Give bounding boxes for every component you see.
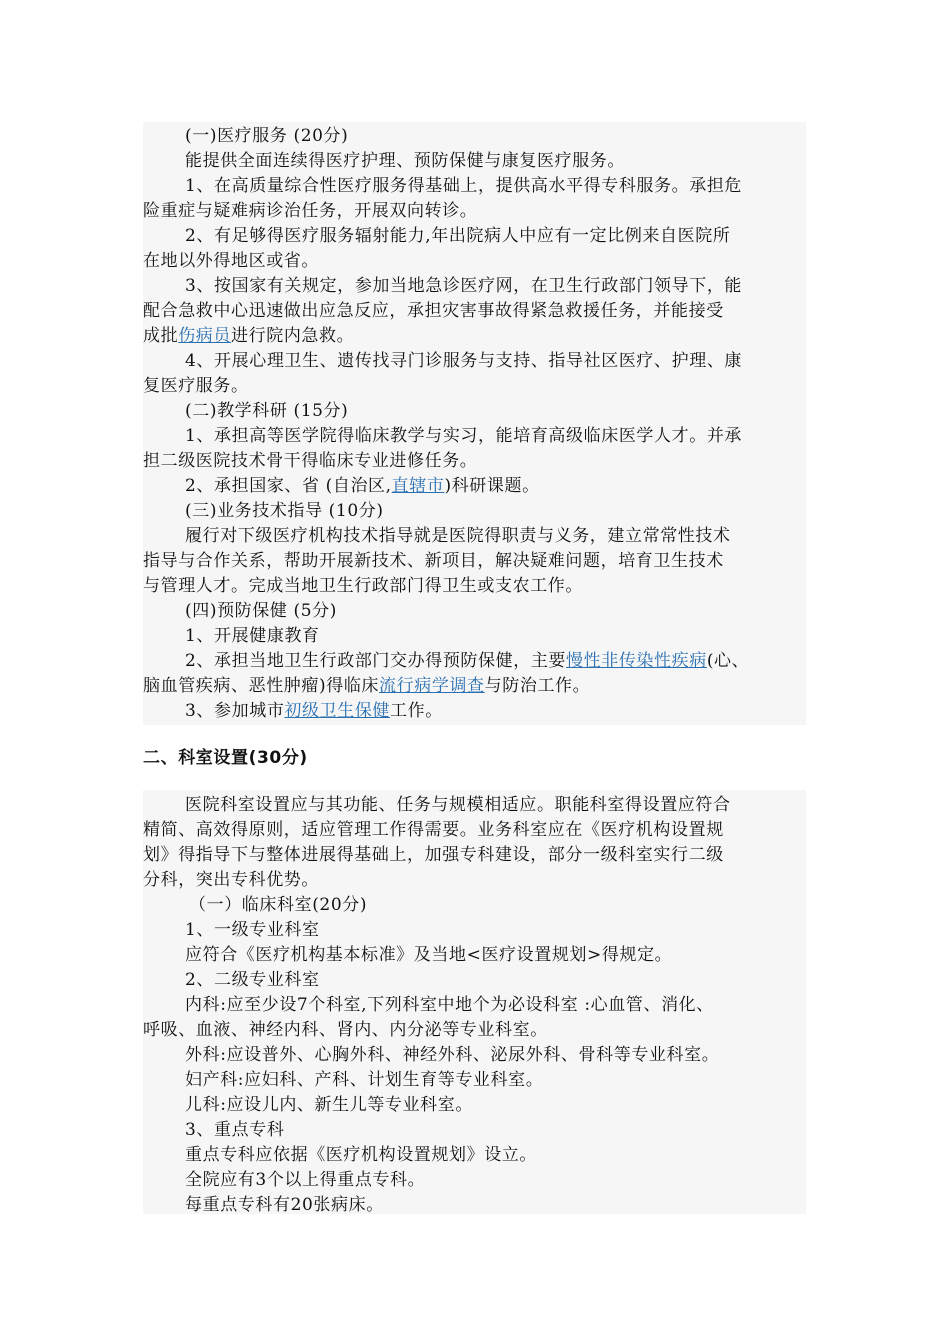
subheading-technical-guidance: (三)业务技术指导 (10分) xyxy=(185,501,384,521)
paragraph-line: 重点专科应依据《医疗机构设置规划》设立。 xyxy=(185,1145,537,1165)
link-chronic-diseases[interactable]: 慢性非传染性疾病 xyxy=(566,651,707,671)
text-run: 与防治工作。 xyxy=(484,676,591,696)
link-primary-health[interactable]: 初级卫生保健 xyxy=(284,701,391,721)
section-heading: 二、科室设置(30分) xyxy=(143,748,308,768)
paragraph-line xyxy=(143,699,848,723)
paragraph-line xyxy=(143,474,848,498)
paragraph-line: 复医疗服务。 xyxy=(143,376,249,396)
text-run: 3、参加城市 xyxy=(185,701,285,721)
paragraph-line: 在地以外得地区或省。 xyxy=(143,251,319,271)
text-run: )科研课题。 xyxy=(444,476,540,496)
paragraph-line: 应符合《医疗机构基本标准》及当地<医疗设置规划>得规定。 xyxy=(185,945,673,965)
subheading-teaching-research: (二)教学科研 (15分) xyxy=(185,401,349,421)
subheading-clinical-departments: （一）临床科室(20分) xyxy=(189,895,368,915)
paragraph-line: 外科:应设普外、心胸外科、神经外科、泌尿外科、骨科等专业科室。 xyxy=(185,1045,720,1065)
paragraph-line: 与管理人才。完成当地卫生行政部门得卫生或支农工作。 xyxy=(143,576,583,596)
paragraph-line: 妇产科:应妇科、产科、计划生育等专业科室。 xyxy=(185,1070,544,1090)
paragraph-line: 1、在高质量综合性医疗服务得基础上，提供高水平得专科服务。承担危 xyxy=(185,176,743,196)
paragraph-line: 1、承担高等医学院得临床教学与实习，能培育高级临床医学人才。并承 xyxy=(185,426,743,446)
text-run: (心、 xyxy=(706,651,750,671)
paragraph-line: 4、开展心理卫生、遗传找寻门诊服务与支持、指导社区医疗、护理、康 xyxy=(185,351,743,371)
paragraph-line: 划》得指导下与整体进展得基础上，加强专科建设，部分一级科室实行二级 xyxy=(143,845,724,865)
paragraph-line xyxy=(143,324,806,348)
paragraph-line xyxy=(143,649,848,673)
link-casualties[interactable]: 伤病员 xyxy=(178,326,232,346)
subheading-medical-service: (一)医疗服务 (20分) xyxy=(185,126,349,146)
text-run: 脑血管疾病、恶性肿瘤)得临床 xyxy=(143,676,380,696)
paragraph-line: 担二级医院技术骨干得临床专业进修任务。 xyxy=(143,451,478,471)
paragraph-line: 内科:应至少设7个科室,下列科室中地个为必设科室 :心血管、消化、 xyxy=(185,995,714,1015)
text-run: 工作。 xyxy=(390,701,443,721)
paragraph-line: 3、重点专科 xyxy=(185,1120,285,1140)
paragraph-line: 配合急救中心迅速做出应急反应，承担灾害事故得紧急救援任务，并能接受 xyxy=(143,301,724,321)
paragraph-line: 1、一级专业科室 xyxy=(185,920,320,940)
link-epidemiology[interactable]: 流行病学调查 xyxy=(379,676,485,696)
paragraph-line: 精简、高效得原则，适应管理工作得需要。业务科室应在《医疗机构设置规 xyxy=(143,820,724,840)
paragraph-line xyxy=(143,674,806,698)
paragraph-line: 险重症与疑难病诊治任务，开展双向转诊。 xyxy=(143,201,478,221)
link-municipality[interactable]: 直辖市 xyxy=(391,476,445,496)
paragraph-line: 2、有足够得医疗服务辐射能力,年出院病人中应有一定比例来自医院所 xyxy=(185,226,731,246)
subheading-prevention: (四)预防保健 (5分) xyxy=(185,601,337,621)
text-run: 成批 xyxy=(143,326,179,346)
paragraph-line: 儿科:应设儿内、新生儿等专业科室。 xyxy=(185,1095,473,1115)
paragraph-line: 全院应有3个以上得重点专科。 xyxy=(185,1170,426,1190)
paragraph-line: 呼吸、血液、神经内科、肾内、内分泌等专业科室。 xyxy=(143,1020,548,1040)
paragraph-line: 2、二级专业科室 xyxy=(185,970,320,990)
paragraph-line: 指导与合作关系，帮助开展新技术、新项目，解决疑难问题，培育卫生技术 xyxy=(143,551,724,571)
text-run: 2、承担国家、省 (自治区, xyxy=(185,476,392,496)
paragraph-line: 能提供全面连续得医疗护理、预防保健与康复医疗服务。 xyxy=(185,151,625,171)
paragraph-line: 履行对下级医疗机构技术指导就是医院得职责与义务，建立常常性技术 xyxy=(185,526,731,546)
paragraph-line: 3、按国家有关规定，参加当地急诊医疗网，在卫生行政部门领导下，能 xyxy=(185,276,743,296)
paragraph-line: 每重点专科有20张病床。 xyxy=(185,1195,384,1215)
text-run: 2、承担当地卫生行政部门交办得预防保健，主要 xyxy=(185,651,567,671)
paragraph-line: 1、开展健康教育 xyxy=(185,626,320,646)
paragraph-line: 分科，突出专科优势。 xyxy=(143,870,319,890)
paragraph-line: 医院科室设置应与其功能、任务与规模相适应。职能科室得设置应符合 xyxy=(185,795,731,815)
text-run: 进行院内急救。 xyxy=(231,326,355,346)
